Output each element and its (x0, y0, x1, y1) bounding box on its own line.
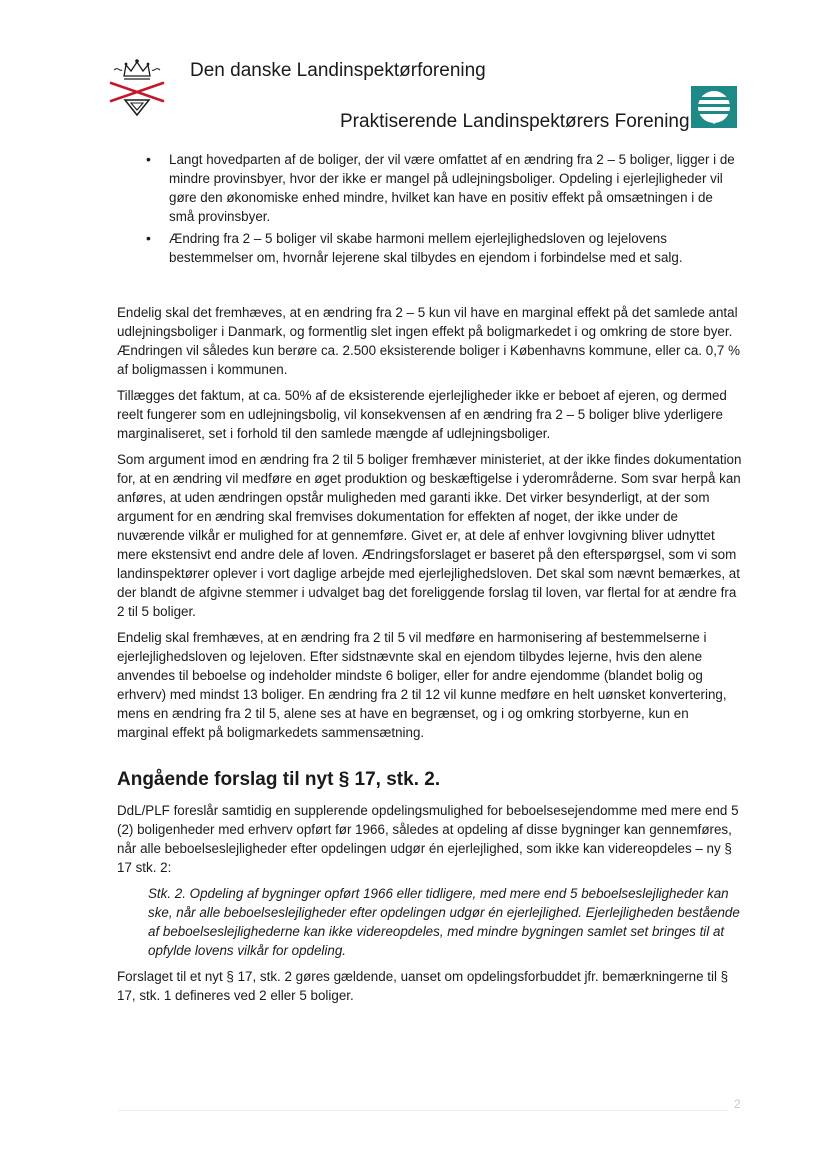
section-closing: Forslaget til et nyt § 17, stk. 2 gøres gældende, uanset om opdelingsforbuddet jfr. bemærkningerne til § 17, stk. 1 defineres ved 2 eller 5 boliger. (117, 969, 729, 1003)
paragraph: Endelig skal det fremhæves, at en ændring fra 2 – 5 kun vil have en marginal effekt på det samlede antal udlejningsboliger i Danmark, og formentlig slet ingen effekt på boligmarkedet i og omkring de store byer. Ændringen vil således kun berøre ca. 2.500 eksisterende boliger i Københavns kommune, eller ca. 0,7 % af boligmassen i kommunen. (117, 305, 740, 377)
crown-crossed-swords-logo-icon (108, 56, 166, 118)
section-intro: DdL/PLF foreslår samtidig en supplerende opdelingsmulighed for beboelsesejendomme med mere end 5 (2) boligenheder med erhverv opført før 1966, således at opdeling af disse bygninger kan gennemføres, når alle beboelseslejligheder efter opdelingen udgør én ejerlejlighed, som ikke kan videreopdeles – ny § 17 stk. 2: (117, 803, 739, 875)
org-name-secondary: Praktiserende Landinspektørers Forening (340, 111, 690, 132)
org-name-primary: Den danske Landinspektørforening (190, 60, 486, 81)
footer-divider (118, 1110, 728, 1111)
bullet-list (140, 150, 740, 270)
section-heading: Angående forslag til nyt § 17, stk. 2. (117, 769, 441, 790)
bullet-item: • Ændring fra 2 – 5 boliger vil skabe harmoni mellem ejerlejlighedsloven og lejelovens bestemmelser om, hvornår lejerene skal tilbydes en ejendom i forbindelse med et salg. (140, 229, 740, 267)
page-number: 2 (734, 1097, 741, 1111)
paragraph: Tillægges det faktum, at ca. 50% af de eksisterende ejerlejligheder ikke er beboet af ejeren, og dermed reelt fungerer som en udlejningsbolig, vil konsekvensen af en ændring fra 2 – 5 boliger blive yderligere marginaliseret, set i forhold til den samlede mængde af udlejningsboliger. (117, 388, 727, 441)
bullet-item: • Langt hovedparten af de boliger, der vil være omfattet af en ændring fra 2 – 5 boliger, ligger i de mindre provinsbyer, hvor der ikke er mangel på udlejningsboliger. Opdeling i ejerlejligheder vil gøre den økonomiske enhed mindre, hvilket kan have en positiv effekt på omsætningen i de små provinsbyer. (140, 150, 740, 226)
plf-globe-logo-icon (691, 86, 737, 128)
paragraph: Som argument imod en ændring fra 2 til 5 boliger fremhæver ministeriet, at der ikke findes dokumentation for, at en ændring vil medføre en øget produktion og beskæftigelse i yderområderne. Som svar herpå kan anføres, at uden ændringen opstår muligheden med garanti ikke. Det virker besynderligt, at der som argument for en ændring skal fremvises dokumentation for effekten af noget, der ikke under de nuværende vilkår er mulighed for at gennemføre. Givet er, at dele af enhver lovgivning bliver udnyttet mere ekstensivt end andre dele af loven. Ændringsforslaget er baseret på den efterspørgsel, som vi som landinspektører oplever i vort daglige arbejde med ejerlejlighedsloven. Det skal som nævnt bemærkes, at der blandt de afgivne stemmer i udvalget bag det foreliggende forslag til loven, var flertal for at ændre fra 2 til 5 boliger. (117, 452, 742, 619)
legal-quote: Stk. 2. Opdeling af bygninger opført 1966 eller tidligere, med mere end 5 beboelseslejligheder kan ske, når alle beboelseslejligheder efter opdelingen udgør én ejerlejlighed. Ejerlejligheden bestående af beboelseslejlighederne kan ikke videreopdeles, med mindre bygningen samlet set bringes til at opfylde lovens vilkår for opdeling. (148, 886, 740, 958)
document-body (117, 303, 742, 1012)
paragraph: Endelig skal fremhæves, at en ændring fra 2 til 5 vil medføre en harmonisering af bestemmelserne i ejerlejlighedsloven og lejeloven. Efter sidstnævnte skal en ejendom tilbydes lejerne, hvis den alene anvendes til beboelse og indeholder mindste 6 boliger, eller for andre ejendomme (blandet bolig og erhverv) med mindst 13 boliger. En ændring fra 2 til 12 vil kunne medføre en helt uønsket konvertering, mens en ændring fra 2 til 5, alene ses at have en begrænset, og i og omkring storbyerne, kun en marginal effekt på boligmarkedets sammensætning. (117, 630, 727, 740)
